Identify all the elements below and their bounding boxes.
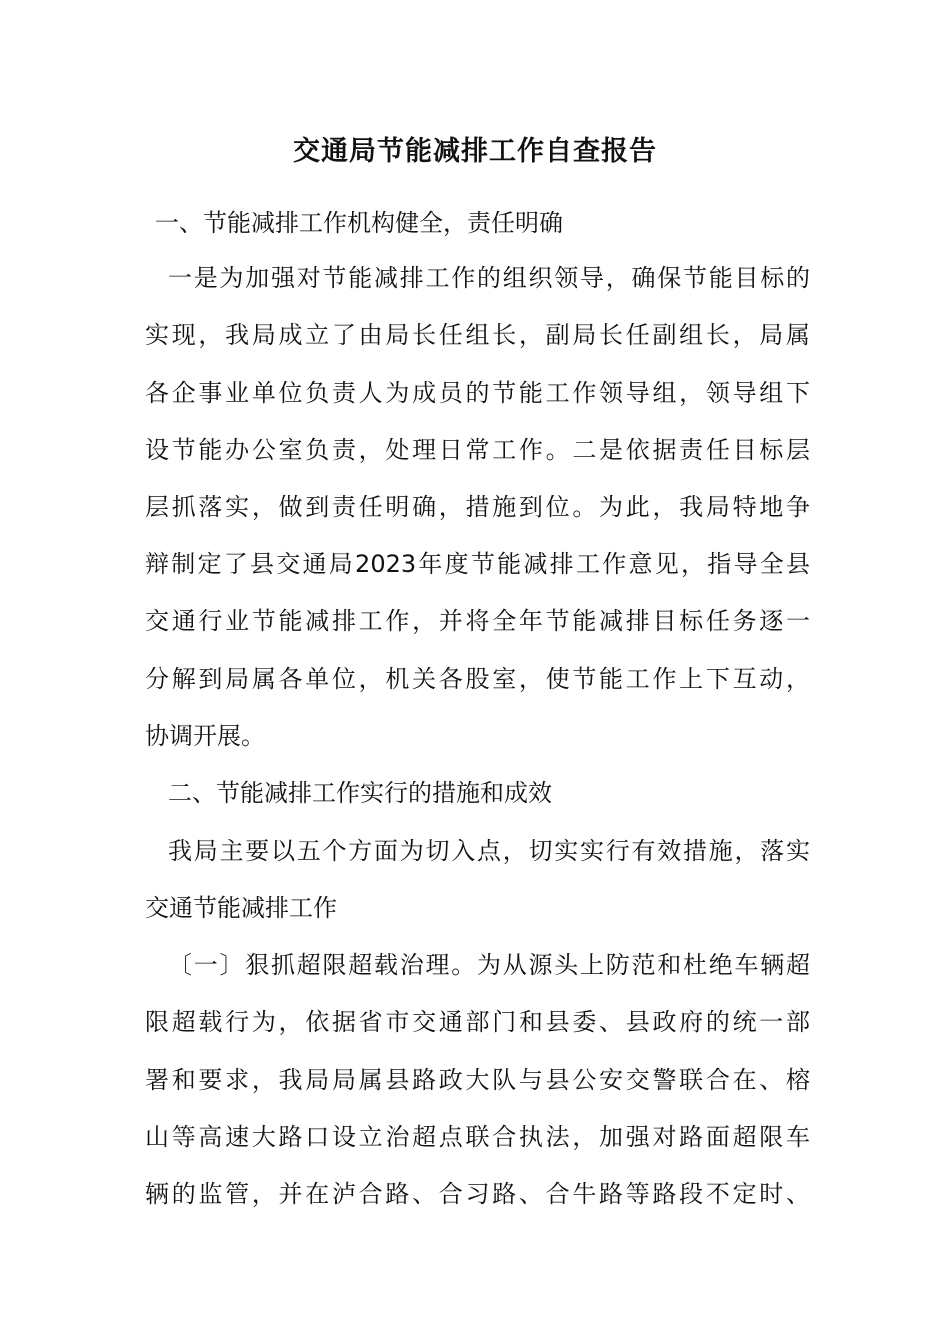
section-2-intro-line-1: 我局主要以五个方面为切入点，切实实行有效措施，落实 [168,837,810,865]
section-1-line-5: 层抓落实，做到责任明确，措施到位。为此，我局特地争 [145,493,810,521]
section-1-line-7: 交通行业节能减排工作，并将全年节能减排目标任务逐一 [145,607,810,635]
item-1-line-2: 限超载行为，依据省市交通部门和县委、县政府的统一部 [145,1008,810,1036]
section-1-line-9: 协调开展。 [145,722,265,750]
item-1-line-5: 辆的监管，并在泸合路、合习路、合牛路等路段不定时、 [145,1180,810,1208]
section-1-line-6: 辩制定了县交通局2023年度节能减排工作意见，指导全县 [145,550,810,578]
section-1-line-4: 设节能办公室负责，处理日常工作。二是依据责任目标层 [145,436,810,464]
section-1-line-1: 一是为加强对节能减排工作的组织领导，确保节能目标的 [168,264,810,292]
document-title: 交通局节能减排工作自查报告 [293,136,657,167]
section-2-intro-line-2: 交通节能减排工作 [145,894,337,922]
section-1-line-3: 各企事业单位负责人为成员的节能工作领导组，领导组下 [145,379,810,407]
section-2-heading: 二、节能减排工作实行的措施和成效 [168,779,552,807]
item-1-line-4: 山等高速大路口设立治超点联合执法，加强对路面超限车 [145,1123,810,1151]
section-1-line-8: 分解到局属各单位，机关各股室，使节能工作上下互动， [145,665,810,693]
section-1-heading: 一、节能减排工作机构健全，责任明确 [155,209,563,237]
item-1-line-3: 署和要求，我局局属县路政大队与县公安交警联合在、榕 [145,1066,810,1094]
section-1-line-2: 实现，我局成立了由局长任组长，副局长任副组长，局属 [145,321,810,349]
item-1-line-1: 〔一〕狠抓超限超载治理。为从源头上防范和杜绝车辆超 [168,951,810,979]
